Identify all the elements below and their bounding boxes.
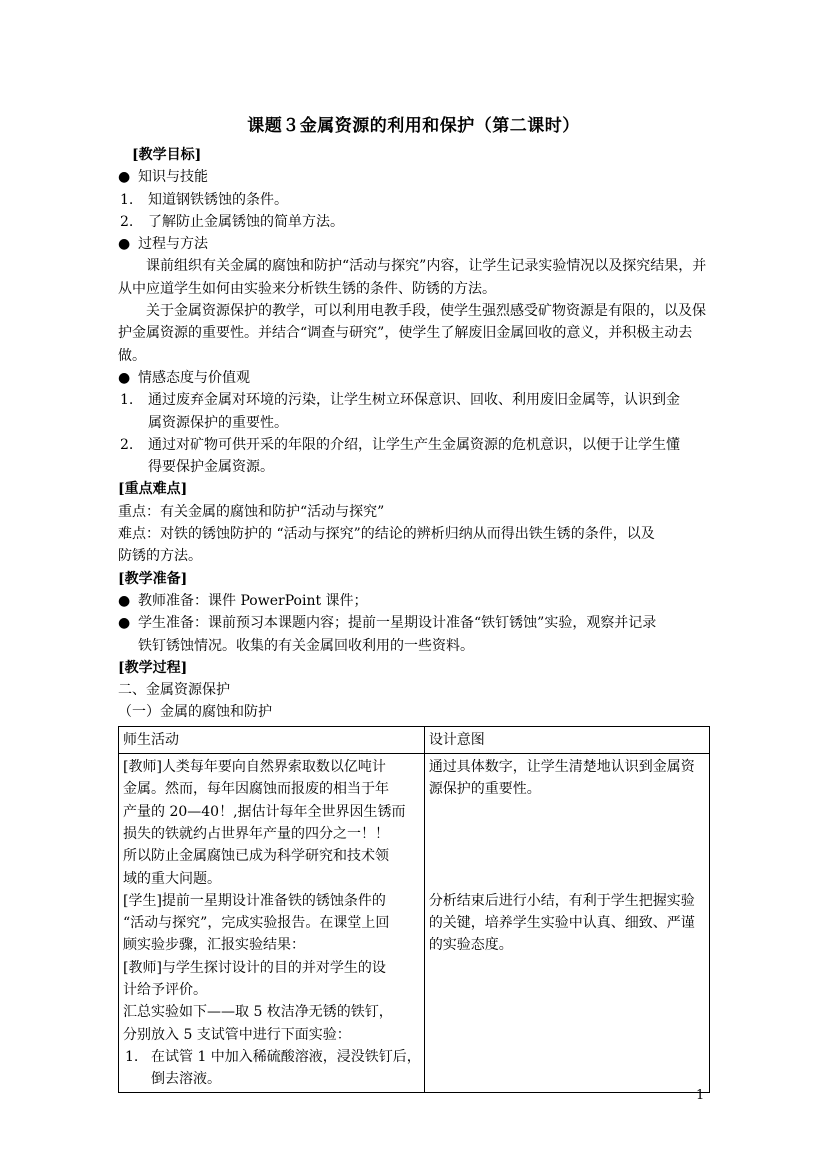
knowledge-item: 2. 了解防止金属锈蚀的简单方法。 bbox=[120, 213, 344, 230]
intent-line: 通过具体数字，让学生清楚地认识到金属资 bbox=[428, 759, 695, 776]
process-main-heading: [教学过程] bbox=[118, 659, 188, 676]
emotion-item: 2. 通过对矿物可供开采的年限的介绍，让学生产生金属资源的危机意识，以便于让学生懂 bbox=[120, 436, 680, 453]
subpart-heading: （一）金属的腐蚀和防护 bbox=[118, 704, 272, 721]
prep-teacher: ● 教师准备：课件 PowerPoint 课件； bbox=[118, 590, 708, 612]
intent-line: 源保护的重要性。 bbox=[428, 781, 541, 798]
cell-line: “活动与探究”，完成实验报告。在课堂上回 bbox=[123, 915, 390, 932]
header-cell-intent: 设计意图 bbox=[424, 726, 709, 753]
cell-numbered-item: 1. 在试管 1 中加入稀硫酸溶液，浸没铁钉后， bbox=[125, 1048, 421, 1065]
key-heading: [重点难点] bbox=[118, 481, 188, 498]
page-title: 课题３金属资源的利用和保护（第二课时） bbox=[247, 116, 580, 136]
process-heading: ● 过程与方法 bbox=[118, 233, 708, 255]
process-paragraph: 关于金属资源保护的教学，可以利用电教手段，使学生强烈感受矿物资源是有限的，以及保护金属资源的重要性。并结合“调查与研究”，使学生了解废旧金属回收的意义，并积极主动去做。 bbox=[118, 303, 706, 364]
prep-student-continuation: 铁钉锈蚀情况。收集的有关金属回收利用的一些资料。 bbox=[138, 637, 474, 654]
cell-numbered-item-continuation: 倒去溶液。 bbox=[151, 1071, 221, 1088]
page-number: 1 bbox=[696, 1088, 705, 1103]
process-paragraph: 课前组织有关金属的腐蚀和防护“活动与探究”内容，让学生记录实验情况以及探究结果，并从中应道学生如何由实验来分析铁生锈的条件、防锈的方法。 bbox=[118, 258, 707, 297]
cell-line: 金属。然而，每年因腐蚀而报废的相当于年 bbox=[123, 781, 389, 798]
cell-line: [教师]与学生探讨设计的目的并对学生的设 bbox=[123, 959, 386, 976]
knowledge-heading: ● 知识与技能 bbox=[118, 166, 708, 188]
cell-line: 损失的铁就约占世界年产量的四分之一！！ bbox=[123, 825, 389, 842]
emotion-item: 1. 通过废弃金属对环境的污染，让学生树立环保意识、回收、利用废旧金属等，认识到金 bbox=[120, 392, 680, 409]
activities-cell bbox=[119, 754, 425, 1093]
goals-heading: [教学目标] bbox=[132, 147, 202, 163]
cell-line: 顾实验步骤，汇报实验结果： bbox=[123, 937, 305, 954]
emotion-heading: ● 情感态度与价值观 bbox=[118, 367, 708, 389]
header-cell-activities: 师生活动 bbox=[119, 726, 425, 753]
intent-line: 的实验态度。 bbox=[428, 937, 513, 954]
cell-line: 域的重大问题。 bbox=[123, 870, 221, 887]
emotion-item-continuation: 得要保护金属资源。 bbox=[148, 459, 274, 476]
table-row bbox=[119, 754, 710, 1093]
prep-heading: [教学准备] bbox=[118, 570, 188, 587]
activity-table bbox=[118, 726, 710, 1094]
intent-cell bbox=[424, 754, 709, 1093]
cell-line: 计给予评价。 bbox=[123, 981, 207, 998]
intent-spacer bbox=[429, 801, 706, 890]
knowledge-item: 1. 知道钢铁锈蚀的条件。 bbox=[120, 191, 288, 208]
intent-line: 分析结束后进行小结，有利于学生把握实验 bbox=[428, 892, 695, 909]
prep-student: ● 学生准备：课前预习本课题内容；提前一星期设计准备“铁钉锈蚀”实验，观察并记录 bbox=[118, 612, 708, 634]
emotion-item-continuation: 属资源保护的重要性。 bbox=[148, 414, 288, 431]
cell-line: 分别放入 5 支试管中进行下面实验： bbox=[123, 1026, 351, 1043]
intent-line: 的关键，培养学生实验中认真、细致、严谨 bbox=[428, 914, 695, 931]
difficult-point-continuation: 防锈的方法。 bbox=[118, 548, 202, 565]
cell-line: [教师]人类每年要向自然界索取数以亿吨计 bbox=[123, 759, 386, 776]
cell-line: 所以防止金属腐蚀已成为科学研究和技术领 bbox=[123, 848, 389, 865]
key-point: 重点：有关金属的腐蚀和防护“活动与探究” bbox=[118, 503, 385, 520]
document-body bbox=[118, 144, 708, 1093]
cell-line: 汇总实验如下——取 5 枚洁净无锈的铁钉， bbox=[123, 1004, 393, 1021]
cell-line: [学生]提前一星期设计准备铁的锈蚀条件的 bbox=[123, 892, 386, 909]
table-header-row bbox=[119, 726, 710, 753]
difficult-point: 难点：对铁的锈蚀防护的 “活动与探究”的结论的辨析归纳从而得出铁生锈的条件，以及 bbox=[118, 526, 655, 543]
part-heading: 二、金属资源保护 bbox=[118, 682, 230, 699]
cell-line: 产量的 20—40！,据估计每年全世界因生锈而 bbox=[123, 803, 406, 820]
